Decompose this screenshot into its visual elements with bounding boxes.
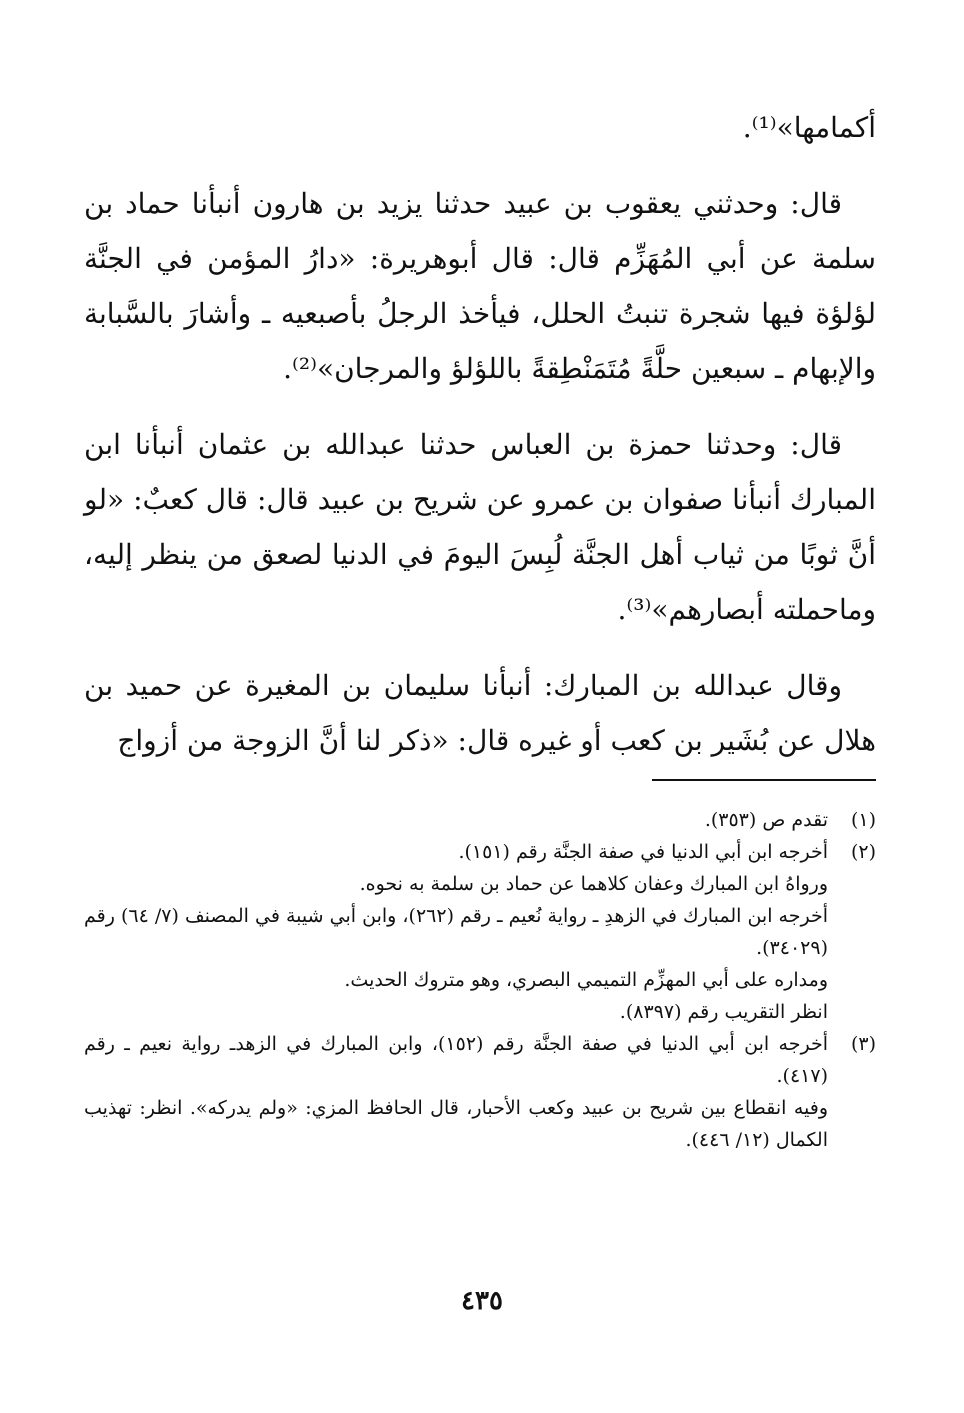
page-number: ٤٣٥ <box>461 1286 503 1316</box>
paragraph-3: قال: وحدثنا حمزة بن العباس حدثنا عبدالله بن عثمان أنبأنا ابن المبارك أنبأنا صفوان بن عمرو عن شريح بن عبيد قال: قال كعبٌ: «لو أنَّ ثوبًا من ثياب أهل الجنَّة لُبِسَ اليومَ في الدنيا لصعق من ينظر إليه، وماحملته أبصارهم»⁽³⁾. <box>84 428 876 626</box>
footnote-2-line-4: انظر التقريب رقم (٨٣٩٧). <box>619 1001 828 1023</box>
footnote-2-line-2: أخرجه ابن المبارك في الزهدِ ـ رواية نُعيم ـ رقم (٢٦٢)، وابن أبي شيبة في المصنف (٧/ ٦٤) رقم (٣٤٠٢٩). <box>84 905 828 959</box>
main-text <box>84 100 876 789</box>
footnote-number: (٢) <box>850 841 876 863</box>
footnote-text: تقدم ص (٣٥٣). <box>704 809 828 831</box>
paragraph-2: قال: وحدثني يعقوب بن عبيد حدثنا يزيد بن هارون أنبأنا حماد بن سلمة عن أبي المُهَزِّم قال: قال أبوهريرة: «دارُ المؤمن في الجنَّة لؤلؤة فيها شجرة تنبتُ الحلل، فيأخذ الرجلُ بأصبعيه ـ وأشارَ بالسَّبابة والإبهام ـ سبعين حلَّةً مُتَمَنْطِقةً باللؤلؤ والمرجان»⁽²⁾. <box>84 187 876 385</box>
footnote-text: أخرجه ابن أبي الدنيا في صفة الجنَّة رقم (١٥١). <box>458 841 828 863</box>
footnote-divider <box>652 779 876 781</box>
footnote-number: (٣) <box>850 1033 876 1055</box>
footnote-text: أخرجه ابن أبي الدنيا في صفة الجنَّة رقم (١٥٢)، وابن المبارك في الزهدـ رواية نعيم ـ رقم (٤١٧). <box>84 1033 828 1087</box>
paragraph-4: وقال عبدالله بن المبارك: أنبأنا سليمان بن المغيرة عن حميد بن هلال عن بُشَير بن كعب أو غيره قال: «ذكر لنا أنَّ الزوجة من أزواج <box>84 669 876 757</box>
footnote-2-line-1: ورواهُ ابن المبارك وعفان كلاهما عن حماد بن سلمة به نحوه. <box>359 873 828 895</box>
footnote-number: (١) <box>850 809 876 831</box>
footnote-2-line-3: ومداره على أبي المهزِّم التميمي البصري، وهو متروك الحديث. <box>344 969 828 991</box>
footnote-3 <box>84 1028 876 1092</box>
footnote-3-line-1: وفيه انقطاع بين شريح بن عبيد وكعب الأحبار، قال الحافظ المزي: «ولم يدركه». انظر: تهذيب الكمال (١٢/ ٤٤٦). <box>84 1097 828 1151</box>
paragraph-1: أكمامها»⁽¹⁾. <box>742 111 876 144</box>
footnotes <box>84 804 876 1156</box>
footnote-2 <box>84 836 876 868</box>
footnote-1 <box>84 804 876 836</box>
